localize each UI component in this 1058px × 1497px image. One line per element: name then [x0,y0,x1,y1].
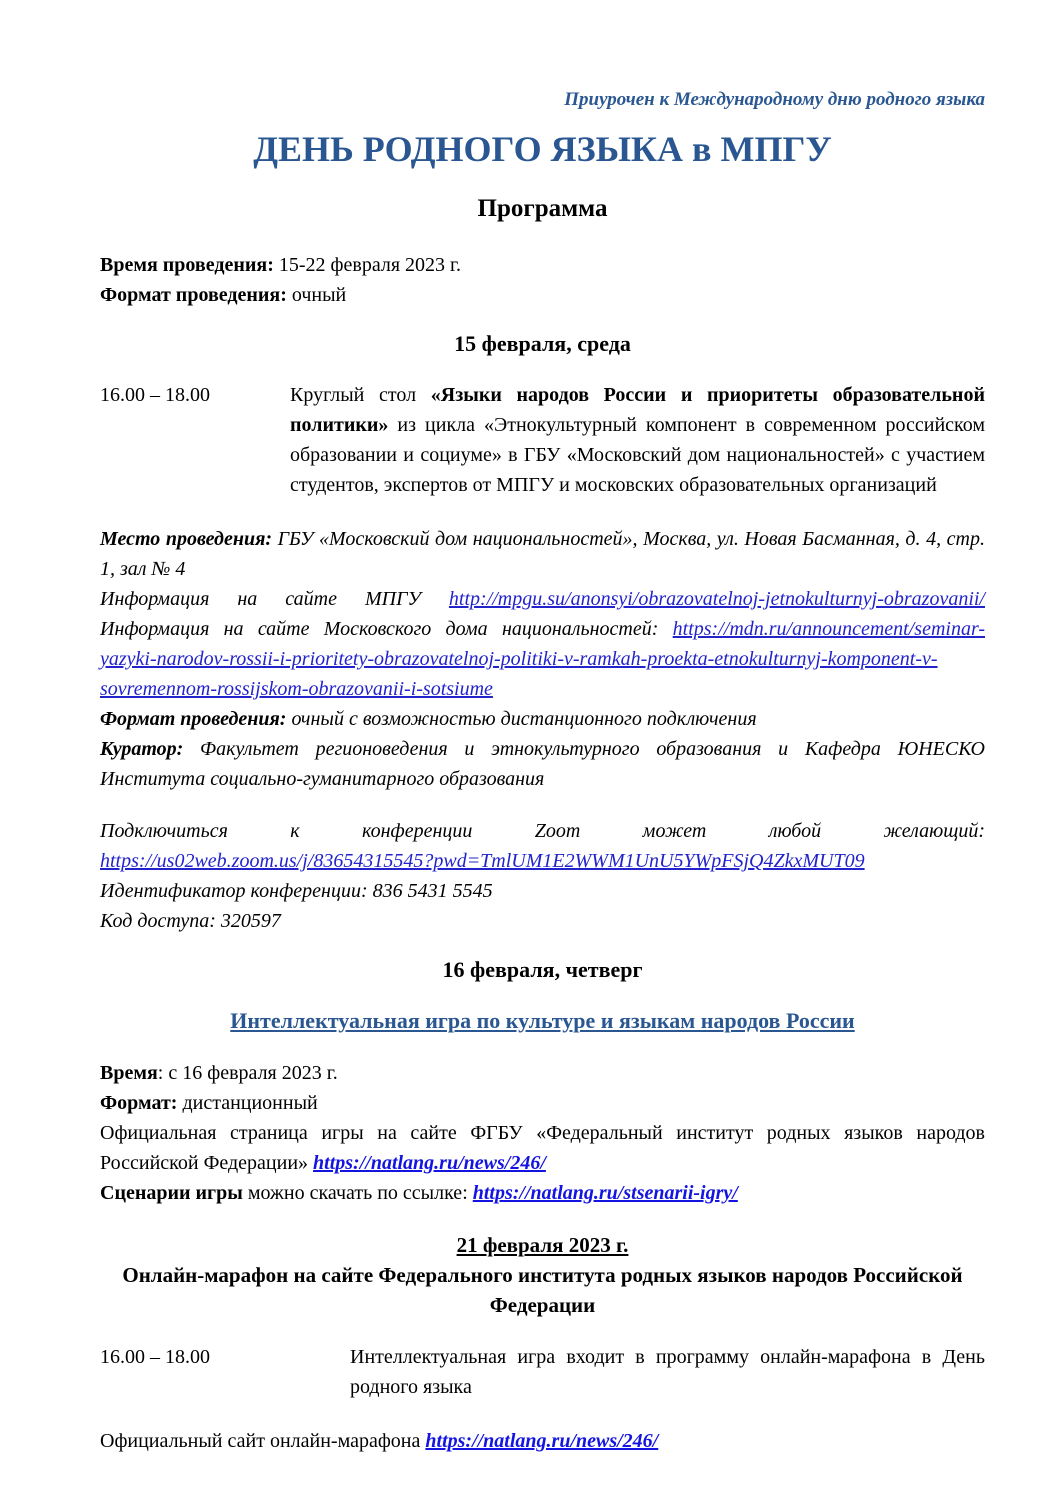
event-format-value: очный [286,284,347,306]
day1-details [100,524,985,794]
format-label: Формат проведения: [100,708,287,730]
day1-event-time: 16.00 – 18.00 [100,384,210,406]
game-format-label: Формат: [100,1092,178,1114]
game-title: Интеллектуальная игра по культуре и языкам народов России [230,1008,855,1033]
zoom-invite-line [100,816,985,876]
event-dates-line [100,250,985,280]
game-page-line [100,1118,985,1178]
zoom-connection-block [100,816,985,936]
info-line [100,584,985,704]
format-line [100,704,985,734]
game-format-line [100,1088,985,1118]
page-title: ДЕНЬ РОДНОГО ЯЗЫКА в МПГУ [253,129,832,169]
day1-event-description [290,380,985,500]
marathon-site-text: Официальный сайт онлайн-марафона [100,1430,426,1452]
day3-title-heading: Онлайн-марафон на сайте Федерального института родных языков народов Российской Федерации [122,1263,963,1317]
game-page-link[interactable]: https://natlang.ru/news/246/ [313,1152,546,1174]
day3-event-description: Интеллектуальная игра входит в программу онлайн-марафона в День родного языка [350,1346,985,1398]
game-time-line [100,1058,985,1088]
event-format-label: Формат проведения: [100,284,287,306]
mpgu-link[interactable]: http://mpgu.su/anonsyi/obrazovatelnoj-jetnokulturnyj-obrazovanii/ [448,588,985,610]
day3-event-row [100,1342,985,1402]
event-dates-value: 15-22 февраля 2023 г. [273,254,461,276]
info-text-2: Информация на сайте Московского дома национальностей: [100,618,673,640]
day1-event-title: «Языки народов России и приоритеты образовательной политики» [290,384,985,436]
day3-heading-block [100,1230,985,1320]
info-text-1: Информация на сайте МПГУ [100,588,449,610]
scenarios-label: Сценарии игры [100,1182,243,1204]
zoom-link[interactable]: https://us02web.zoom.us/j/83654315545?pwd=TmlUM1E2WWM1UnU5YWpFSjQ4ZkxMUT09 [100,850,865,872]
day1-event-row [100,380,985,500]
program-heading: Программа [477,195,608,222]
day1-event-text-tail: из цикла «Этнокультурный компонент в современном российском образовании и социуме» в ГБУ «Московский дом национальностей» с участием студентов, экспертов от МПГУ и московских образовательных организаций [290,414,985,496]
marathon-site-line [100,1426,985,1456]
curator-line [100,734,985,794]
conference-id-line: Идентификатор конференции: 836 5431 5545 [100,880,493,902]
day1-heading: 15 февраля, среда [454,331,631,356]
event-meta [100,250,985,310]
scenarios-text: можно скачать по ссылке: [242,1182,473,1204]
location-label: Место проведения: [100,528,273,550]
access-code-line: Код доступа: 320597 [100,910,281,932]
day2-heading: 16 февраля, четверг [442,957,643,982]
scenarios-line [100,1178,985,1208]
game-time-value: : с 16 февраля 2023 г. [157,1062,338,1084]
day3-event-time: 16.00 – 18.00 [100,1346,210,1368]
day2-details [100,1058,985,1208]
mdn-link[interactable]: https://mdn.ru/announcement/seminar-yazyki-narodov-rossii-i-prioritety-obrazovatelnoj-politiki-v-ramkah-proekta-etnokulturnyj-komponent-v-sovremennom-rossijskom-obrazovanii-i-sotsiume [100,618,985,700]
zoom-invite-text: Подключиться к конференции Zoom может любой желающий: [100,820,985,842]
game-page-text: Официальная страница игры на сайте ФГБУ «Федеральный институт родных языков народов Российской Федерации» [100,1122,985,1174]
game-format-value: дистанционный [177,1092,318,1114]
curator-value: Факультет регионоведения и этнокультурного образования и Кафедра ЮНЕСКО Института социально-гуманитарного образования [100,738,985,790]
marathon-site-link[interactable]: https://natlang.ru/news/246/ [425,1430,659,1452]
day1-event-text-lead: Круглый стол [290,384,431,406]
scenarios-link[interactable]: https://natlang.ru/stsenarii-igry/ [472,1182,738,1204]
event-format-line [100,280,985,310]
tagline: Приурочен к Международному дню родного языка [564,89,985,110]
location-line [100,524,985,584]
format-value: очный с возможностью дистанционного подключения [286,708,757,730]
curator-label: Куратор: [100,738,184,760]
game-time-label: Время [100,1062,158,1084]
location-value: ГБУ «Московский дом национальностей», Москва, ул. Новая Басманная, д. 4, стр. 1, зал № 4 [100,528,985,580]
event-dates-label: Время проведения: [100,254,274,276]
day3-date-heading: 21 февраля 2023 г. [456,1233,629,1257]
